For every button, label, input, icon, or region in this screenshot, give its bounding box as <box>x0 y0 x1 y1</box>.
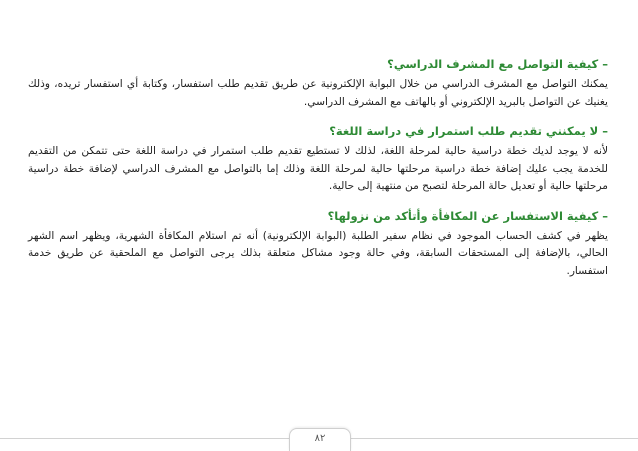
page-number: ٨٢ <box>314 433 326 444</box>
page-number-tab <box>289 428 351 451</box>
faq-answer: يمكنك التواصل مع المشرف الدراسي من خلال البوابة الإلكترونية عن طريق تقديم طلب استفسار، وكتابة أي استفسار تريده، وذلك يغنيك عن التواصل بالبريد الإلكتروني أو بالهاتف مع المشرف الدراسي. <box>28 78 608 108</box>
faq-heading: – كيفية التواصل مع المشرف الدراسي؟ <box>387 57 608 71</box>
faq-section-stipend-inquiry <box>28 208 608 281</box>
faq-answer: يظهر في كشف الحساب الموجود في نظام سفير الطلبة (البوابة الإلكترونية) أنه تم استلام المكافأة الشهرية، ويظهر اسم الشهر الحالي، بالإضافة إلى المستحقات السابقة، وفي حالة وجود مشاكل متعلقة بذلك يرجى التواصل مع الملحقية عن طريق خدمة استفسار. <box>28 229 608 277</box>
faq-section-language-continuation <box>28 123 608 196</box>
faq-section-contact-supervisor <box>28 56 608 111</box>
faq-heading: – كيفية الاستفسار عن المكافأة وأتأكد من نزولها؟ <box>327 208 608 223</box>
faq-answer: لأنه لا يوجد لديك خطة دراسية حالية لمرحلة اللغة، لذلك لا تستطيع تقديم طلب استمرار في دراسة اللغة حتى تتمكن من التقديم للخدمة يجب عليك إضافة خطة دراسية مرحلتها حالية لمرحلة اللغة وذلك إما بالتواصل مع المشرف الدراسي لإضافة خطة دراسية مرحلتها حالية أو تعديل حالة المرحلة لتصبح من منتهية إلى حالية. <box>28 145 608 192</box>
faq-heading: – لا يمكنني تقديم طلب استمرار في دراسة اللغة؟ <box>329 124 608 138</box>
faq-content <box>28 56 608 292</box>
